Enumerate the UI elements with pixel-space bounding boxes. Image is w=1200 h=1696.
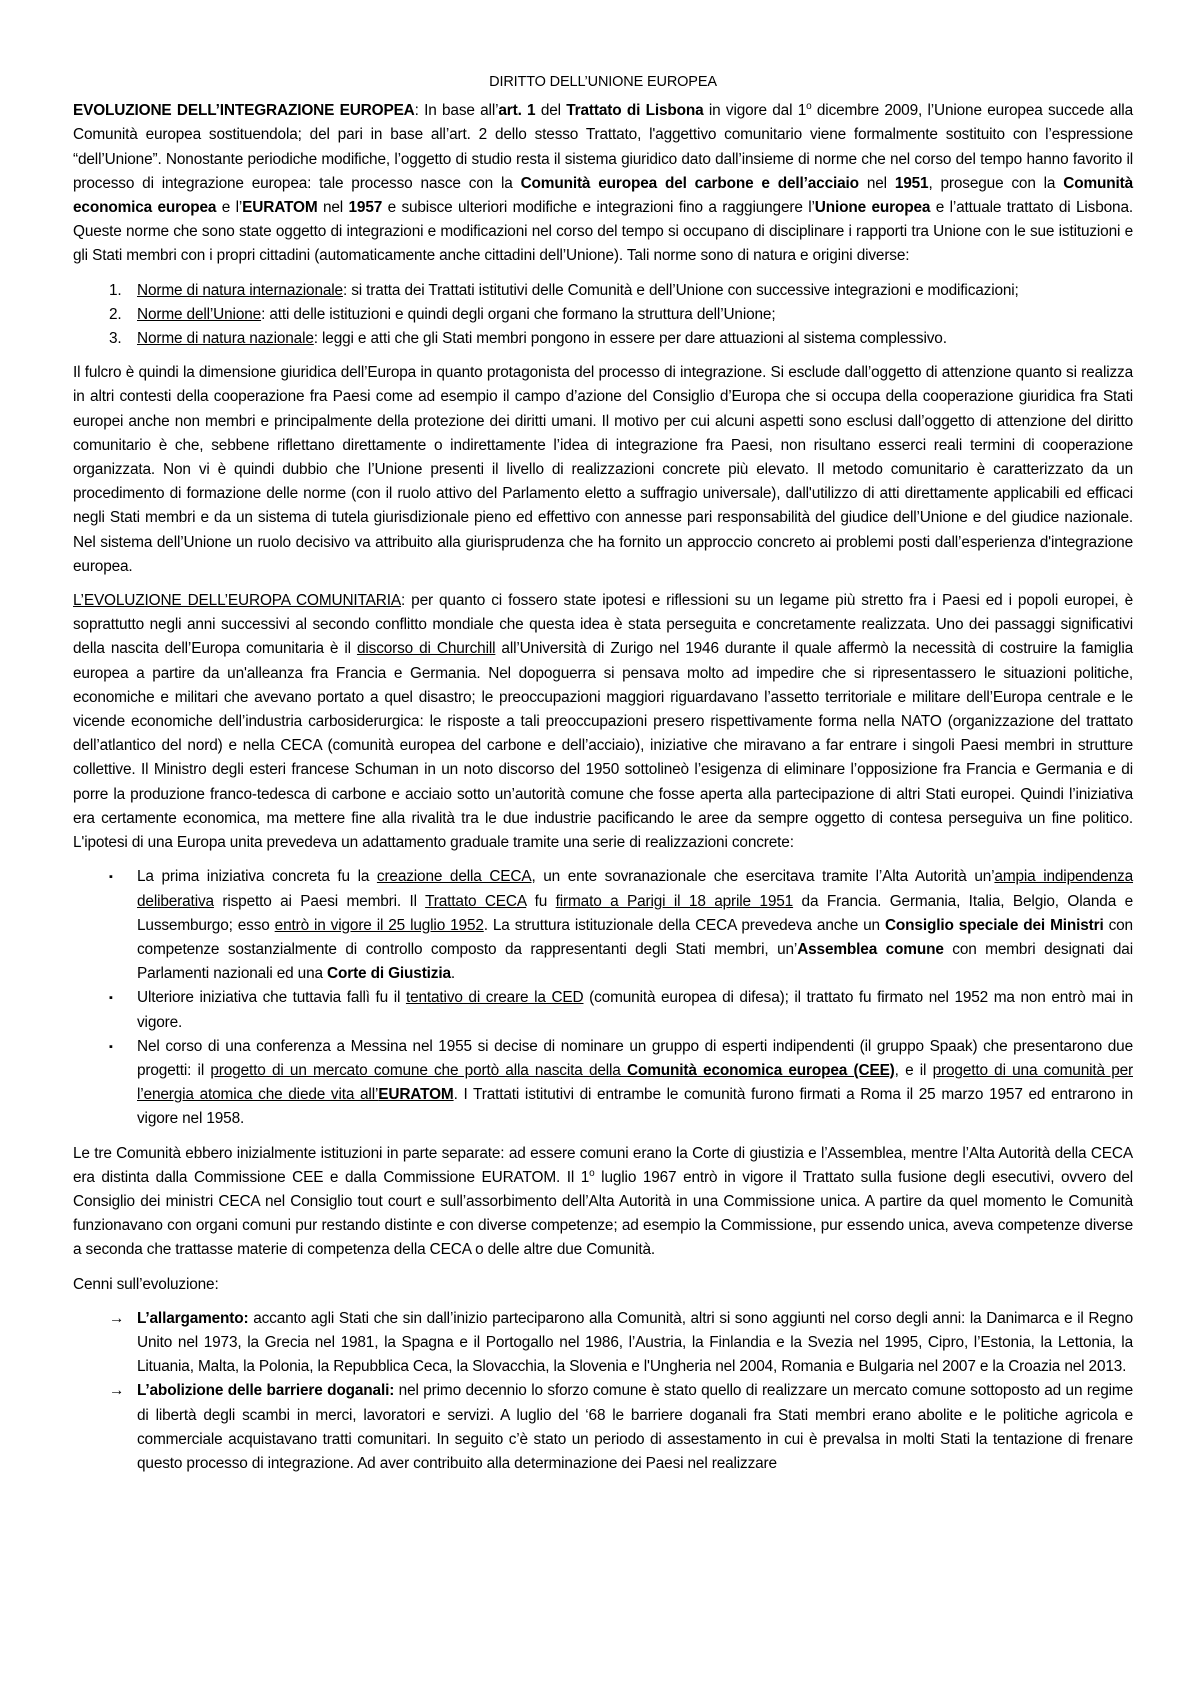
list-item: 2. Norme dell’Unione: atti delle istituzioni e quindi degli organi che formano la struttura dell’Unione; [109,305,776,323]
evolution-arrow-list [73,1307,1133,1476]
paragraph-europa-comunitaria: L’EVOLUZIONE DELL’EUROPA COMUNITARIA: per quanto ci fossero state ipotesi e riflessioni su un legame più stretto fra i Paesi ed i popoli europei, è soprattutto negli anni successivi al secondo conflitto mondiale che questa idea è stata perseguita e concretamente realizzata. Uno dei passaggi significativi della nascita dell’Europa comunitaria è il discorso di Churchill all’Università di Zurigo nel 1946 durante il quale affermò la necessità di costruire la famiglia europea a partire da un'alleanza fra Francia e Germania. Nel dopoguerra si pensava molto ad impedire che si ripresentassero le situazioni politiche, economiche e militari che avevano portato a quel disastro; le preoccupazioni maggiori riguardavano l’assetto territoriale e militare dell’Europa centrale e le vicende economiche dell’industria carbosiderurgica: le risposte a tali preoccupazioni presero rispettivamente forma nella NATO (organizzazione del trattato dell’atlantico del nord) e nella CECA (comunità europea del carbone e dell’acciaio), iniziative che miravano a far entrare i singoli Paesi membri in strutture collettive. Il Ministro degli esteri francese Schuman in un noto discorso del 1950 sottolineò l’esigenza di eliminare l’opposizione fra Francia e Germania e di porre la produzione franco-tedesca di carbone e acciaio sotto un’autorità comune che fosse aperta alla partecipazione di altri Stati europei. Quindi l’iniziativa era certamente economica, ma mettere fine alla rivalità tra le due industrie pacificando le aree da sempre oggetto di contesa perseguiva un fine politico. L'ipotesi di una Europa unita prevedeva un adattamento graduale tramite una serie di realizzazioni concrete: [73,592,1134,852]
paragraph-fulcro: Il fulcro è quindi la dimensione giuridica dell’Europa in quanto protagonista del processo di integrazione. Si esclude dall’oggetto di attenzione quanto si realizza in altri contesti della cooperazione fra Paesi come ad esempio il campo d’azione del Consiglio d’Europa che si occupa della cooperazione giuridica fra Stati europei anche non membri e principalmente della protezione dei diritti umani. Il motivo per cui alcuni aspetti sono esclusi dall’oggetto di attenzione del diritto comunitario è che, sebbene riflettano direttamente o indirettamente l’idea di integrazione fra Paesi, non risultano esserci reali termini di cooperazione organizzata. Non vi è quindi dubbio che l’Unione presenti il livello di realizzazioni concrete più elevato. Il metodo comunitario è caratterizzato da un procedimento di formazione delle norme (con il ruolo attivo del Parlamento eletto a suffragio universale), dall'utilizzo di atti direttamente applicabili ed efficaci negli Stati membri e da un sistema di tutela giurisdizionale pieno ed effettivo con annesse pari responsabilità del giudice dell’Unione e del giudice nazionale. Nel sistema dell’Unione un ruolo decisivo va attribuito alla giurisprudenza che ha fornito un approccio concreto ai problemi posti dall’esperienza d'integrazione europea. [73,364,1133,575]
paragraph-integrazione: EVOLUZIONE DELL’INTEGRAZIONE EUROPEA: In base all’art. 1 del Trattato di Lisbona in vigore dal 1$^o$ dicembre 2009, l’Unione europea succede alla Comunità europea sostituendola; del pari in base all’art. 2 dello stesso Trattato, l'aggettivo comunitario viene formalmente sostituito con l’espressione “dell’Unione”. Nonostante periodiche modifiche, l’oggetto di studio resta il sistema giuridico dato dall’insieme di norme che nel corso del tempo hanno favorito il processo di integrazione europea: tale processo nasce con la Comunità europea del carbone e dell’acciaio nel 1951, prosegue con la Comunità economica europea e l’EURATOM nel 1957 e subisce ulteriori modifiche e integrazioni fino a raggiungere l’Unione europea e l’attuale trattato di Lisbona. Queste norme che sono state oggetto di integrazioni e modificazioni nel corso del tempo si occupano di disciplinare i rapporti tra Unione con le sue istituzioni e gli Stati membri con i propri cittadini (automaticamente anche cittadini dell’Unione). Tali norme sono di natura e origini diverse: [73,101,1134,265]
document-title: DIRITTO DELL’UNIONE EUROPEA [489,74,717,90]
section-heading-integrazione: EVOLUZIONE DELL’INTEGRAZIONE EUROPEA [73,102,415,120]
bullet-square-icon: ▪ [109,1040,113,1053]
list-item: ▪ Ulteriore iniziativa che tuttavia fallì fu il tentativo di creare la CED (comunità europea di difesa); il trattato fu firmato nel 1952 ma non entrò mai in vigore. [73,986,1133,1034]
list-item: ▪ La prima iniziativa concreta fu la creazione della CECA, un ente sovranazionale che esercitava tramite l’Alta Autorità un’ampia indipendenza deliberativa rispetto ai Paesi membri. Il Trattato CECA fu firmato a Parigi il 18 aprile 1951 da Francia. Germania, Italia, Belgio, Olanda e Lussemburgo; esso entrò in vigore il 25 luglio 1952. La struttura istituzionale della CECA prevedeva anche un Consiglio speciale dei Ministri con competenze sostanzialmente di controllo composto da rappresentanti degli Stati membri, un’Assemblea comune con membri designati dai Parlamenti nazionali ed una Corte di Giustizia. [73,865,1133,986]
bullet-square-icon: ▪ [109,992,113,1005]
arrow-right-icon: → [109,1382,125,1400]
norms-numbered-list [73,279,1133,352]
list-item: 1. Norme di natura internazionale: si tratta dei Trattati istitutivi delle Comunità e dell’Unione con successive integrazioni e modificazioni; [109,281,1019,299]
section-heading-europa-comunitaria: L’EVOLUZIONE DELL’EUROPA COMUNITARIA [73,592,401,610]
document-page [73,70,1133,1476]
paragraph-istituzioni: Le tre Comunità ebbero inizialmente istituzioni in parte separate: ad essere comuni erano la Corte di giustizia e l’Assemblea, mentre l’Alta Autorità della CECA era distinta dalla Commissione CEE e dalla Commissione EURATOM. Il 1$^o$ luglio 1967 entrò in vigore il Trattato sulla fusione degli esecutivi, ovvero del Consiglio dei ministri CECA nel Consiglio tout court e sull’assorbimento dell’Alta Autorità in una Commissione unica. A partire da quel momento le Comunità funzionavano con organi comuni pur restando distinte e con diverse competenze; ad esempio la Commissione, pur essendo unica, aveva competenze diverse a seconda che trattasse materie di competenza della CECA o delle altre due Comunità. [73,1144,1133,1259]
initiatives-bullet-list [73,865,1133,1131]
bullet-square-icon: ▪ [109,871,113,884]
list-item: ▪ Nel corso di una conferenza a Messina nel 1955 si decise di nominare un gruppo di esperti indipendenti (il gruppo Spaak) che presentarono due progetti: il progetto di un mercato comune che portò alla nascita della Comunità economica europea (CEE), e il progetto di una comunità per l’energia atomica che diede vita all’EURATOM. I Trattati istitutivi di entrambe le comunità furono firmati a Roma il 25 marzo 1957 ed entrarono in vigore nel 1958. [73,1035,1133,1132]
paragraph-cenni: Cenni sull’evoluzione: [73,1275,219,1293]
list-item: 3. Norme di natura nazionale: leggi e atti che gli Stati membri pongono in essere per dare attuazioni al sistema complessivo. [109,330,947,348]
list-item: → L’abolizione delle barriere doganali: nel primo decennio lo sforzo comune è stato quello di realizzare un mercato comune sottoposto ad un regime di libertà degli scambi in merci, lavoratori e servizi. A luglio del ‘68 le barriere doganali fra Stati membri erano abolite e le politiche agricola e commerciale acquistavano tratti comunitari. In seguito c’è stato un periodo di assestamento in cui è prevalsa in molti Stati la tentazione di frenare questo processo di integrazione. Ad aver contribuito alla determinazione dei Paesi nel realizzare [73,1379,1133,1476]
arrow-right-icon: → [109,1309,125,1327]
list-item: → L’allargamento: accanto agli Stati che sin dall’inizio parteciparono alla Comunità, altri si sono aggiunti nel corso degli anni: la Danimarca e il Regno Unito nel 1973, la Grecia nel 1981, la Spagna e il Portogallo nel 1986, l’Austria, la Finlandia e la Svezia nel 1995, Cipro, l’Estonia, la Lettonia, la Lituania, Malta, la Polonia, la Repubblica Ceca, la Slovacchia, la Slovenia e l'Ungheria nel 2004, Romania e Bulgaria nel 2007 e la Croazia nel 2013. [73,1307,1133,1380]
